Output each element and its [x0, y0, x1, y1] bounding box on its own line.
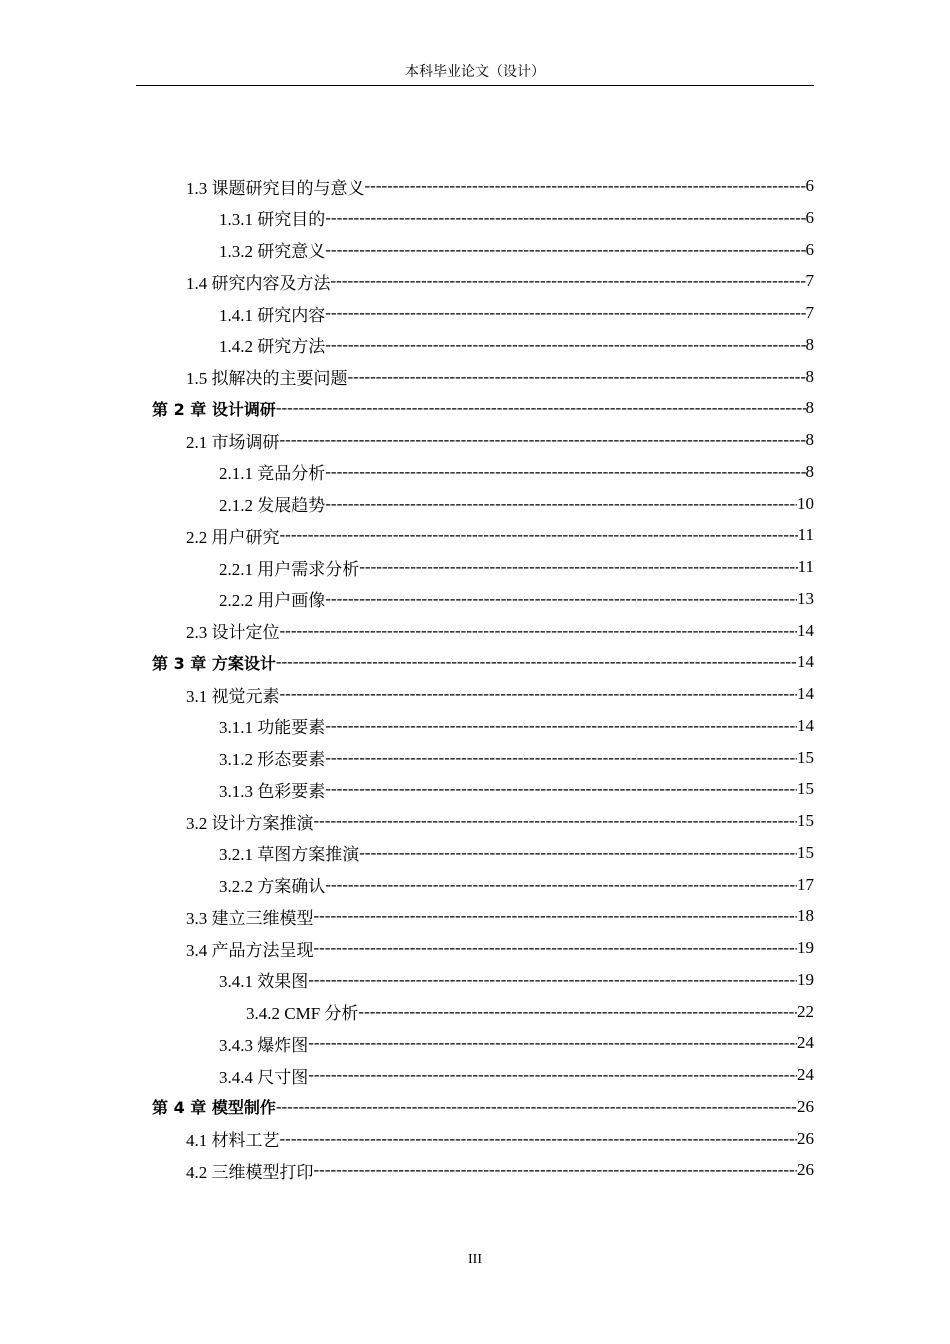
toc-entry-title: 2.3 设计定位 — [186, 623, 280, 642]
toc-entry-title: 3.3 建立三维模型 — [186, 908, 314, 928]
toc-entry-page: 14 — [797, 715, 814, 735]
toc-entry-page: 15 — [797, 779, 814, 799]
page-header: 本科毕业论文（设计） — [405, 65, 545, 80]
toc-entry-title: 3.2.2 方案确认 — [219, 877, 326, 896]
toc-entry-page: 8 — [805, 366, 814, 386]
toc-entry[interactable] — [219, 837, 814, 869]
toc-leader — [314, 906, 798, 926]
toc-entry-page: 26 — [797, 1128, 814, 1148]
toc-entry-page: 6 — [805, 176, 814, 195]
toc-entry-page: 10 — [797, 493, 814, 513]
toc-leader — [348, 367, 806, 387]
toc-entry-page: 11 — [797, 525, 814, 545]
toc-entry-title: 4.1 材料工艺 — [186, 1131, 280, 1150]
toc-entry[interactable] — [186, 1123, 814, 1155]
toc-entry[interactable] — [219, 329, 814, 361]
toc-entry-title: 2.2.1 用户需求分析 — [219, 559, 360, 579]
toc-entry-page: 26 — [797, 1096, 814, 1116]
toc-entry-title: 第 4 章 模型制作 — [152, 1098, 276, 1118]
toc-entry-page: 26 — [797, 1160, 814, 1180]
toc-leader — [280, 621, 798, 641]
toc-entry-page: 22 — [797, 1001, 814, 1021]
toc-entry[interactable] — [152, 392, 814, 424]
toc-entry-page: 19 — [797, 938, 814, 957]
toc-leader — [325, 748, 797, 768]
toc-entry-title: 2.2 用户研究 — [186, 527, 280, 547]
toc-entry-page: 6 — [805, 239, 814, 259]
toc-entry-title: 3.4.3 爆炸图 — [219, 1035, 309, 1055]
toc-entry[interactable] — [186, 615, 814, 647]
toc-entry[interactable] — [219, 1027, 814, 1059]
toc-leader — [325, 335, 805, 355]
toc-entry-page: 17 — [797, 874, 814, 894]
toc-leader — [359, 557, 797, 577]
toc-leader — [280, 684, 798, 704]
toc-entry[interactable] — [219, 710, 814, 742]
toc-entry[interactable] — [246, 996, 814, 1028]
toc-entry[interactable] — [186, 900, 814, 932]
toc-entry-page: 24 — [797, 1065, 814, 1084]
toc-entry-title: 3.1.2 形态要素 — [219, 750, 326, 769]
toc-entry-title: 3.2 设计方案推演 — [186, 813, 314, 833]
toc-entry[interactable] — [152, 646, 814, 678]
toc-entry[interactable] — [219, 964, 814, 996]
toc-entry-page: 13 — [797, 588, 814, 608]
toc-entry-page: 7 — [805, 271, 814, 291]
toc-entry[interactable] — [219, 583, 814, 615]
toc-leader — [325, 589, 797, 609]
toc-entry[interactable] — [186, 424, 814, 456]
toc-entry[interactable] — [152, 1091, 814, 1123]
toc-entry-title: 1.5 拟解决的主要问题 — [186, 369, 348, 388]
toc-entry[interactable] — [186, 678, 814, 710]
toc-entry-title: 2.1 市场调研 — [186, 432, 280, 452]
toc-entry[interactable] — [186, 932, 814, 964]
toc-entry-page: 11 — [797, 557, 814, 576]
toc-entry-page: 6 — [805, 207, 814, 227]
toc-entry-page: 18 — [797, 906, 814, 926]
toc-entry[interactable] — [186, 361, 814, 393]
toc-entry-title: 4.2 三维模型打印 — [186, 1162, 314, 1182]
toc-entry-page: 14 — [797, 652, 814, 672]
toc-entry-page: 8 — [805, 334, 814, 354]
toc-entry-title: 3.2.1 草图方案推演 — [219, 845, 360, 865]
toc-leader — [325, 779, 797, 799]
toc-entry-page: 14 — [797, 620, 814, 640]
toc-entry-title: 3.4.2 CMF 分析 — [246, 1004, 359, 1023]
toc-leader — [276, 398, 806, 418]
toc-entry-title: 2.1.2 发展趋势 — [219, 496, 326, 515]
toc-entry[interactable] — [219, 869, 814, 901]
toc-leader — [308, 1033, 797, 1053]
toc-entry[interactable] — [219, 488, 814, 520]
toc-leader — [325, 716, 797, 736]
toc-entry-title: 1.4.1 研究内容 — [219, 305, 326, 325]
toc-entry-title: 1.4 研究内容及方法 — [186, 273, 331, 293]
toc-entry-title: 2.2.2 用户画像 — [219, 591, 326, 611]
toc-entry-title: 3.1.1 功能要素 — [219, 718, 326, 738]
toc-leader — [325, 208, 805, 228]
toc-leader — [358, 1002, 797, 1022]
toc-entry-page: 8 — [805, 461, 814, 481]
toc-leader — [331, 271, 806, 291]
toc-entry[interactable] — [186, 170, 814, 202]
toc-entry[interactable] — [219, 1059, 814, 1091]
toc-entry-page: 15 — [797, 842, 814, 862]
toc-entry-title: 3.4 产品方法呈现 — [186, 940, 314, 960]
toc-leader — [325, 875, 797, 895]
toc-entry-title: 第 2 章 设计调研 — [152, 399, 276, 419]
toc-entry-page: 7 — [805, 303, 814, 322]
toc-leader — [280, 1129, 798, 1149]
toc-entry[interactable] — [219, 297, 814, 329]
toc-entry-page: 14 — [797, 684, 814, 703]
toc-leader — [280, 525, 798, 545]
toc-entry[interactable] — [186, 1154, 814, 1186]
toc-entry-title: 2.1.1 竞品分析 — [219, 464, 326, 484]
toc-leader — [359, 843, 797, 863]
toc-entry-page: 8 — [805, 430, 814, 449]
toc-leader — [276, 652, 797, 672]
toc-entry[interactable] — [219, 773, 814, 805]
toc-leader — [276, 1097, 797, 1117]
toc-entry[interactable] — [219, 202, 814, 234]
toc-leader — [325, 462, 805, 482]
toc-entry[interactable] — [219, 551, 814, 583]
toc-entry-title: 1.3 课题研究目的与意义 — [186, 178, 365, 198]
toc-entry-title: 第 3 章 方案设计 — [152, 653, 276, 673]
toc-entry[interactable] — [186, 519, 814, 551]
toc-leader — [325, 240, 805, 260]
page-number: III — [468, 1252, 482, 1267]
toc-entry-title: 3.1 视觉元素 — [186, 686, 280, 706]
toc-leader — [314, 938, 798, 958]
toc-entry[interactable] — [186, 265, 814, 297]
toc-leader — [308, 970, 797, 990]
toc-entry-page: 15 — [797, 747, 814, 767]
toc-leader — [314, 1160, 798, 1180]
toc-leader — [280, 430, 806, 450]
toc-entry-title: 3.4.4 尺寸图 — [219, 1067, 309, 1087]
toc-entry-page: 15 — [797, 811, 814, 830]
toc-entry-page: 8 — [805, 398, 814, 418]
toc-leader — [314, 811, 798, 831]
toc-entry[interactable] — [219, 234, 814, 266]
header-rule — [136, 85, 814, 86]
toc-entry-title: 3.4.1 效果图 — [219, 972, 309, 992]
toc-leader — [365, 176, 806, 196]
toc-entry-title: 1.3.2 研究意义 — [219, 242, 326, 261]
toc-entry[interactable] — [186, 805, 814, 837]
toc-entry[interactable] — [219, 456, 814, 488]
toc-entry[interactable] — [219, 742, 814, 774]
toc-entry-title: 1.4.2 研究方法 — [219, 337, 326, 357]
toc-leader — [325, 303, 805, 323]
toc-entry-page: 24 — [797, 1033, 814, 1053]
toc-leader — [308, 1065, 797, 1085]
toc-entry-page: 19 — [797, 969, 814, 989]
toc-entry-title: 1.3.1 研究目的 — [219, 210, 326, 230]
toc-entry-title: 3.1.3 色彩要素 — [219, 781, 326, 801]
toc-leader — [325, 494, 797, 514]
